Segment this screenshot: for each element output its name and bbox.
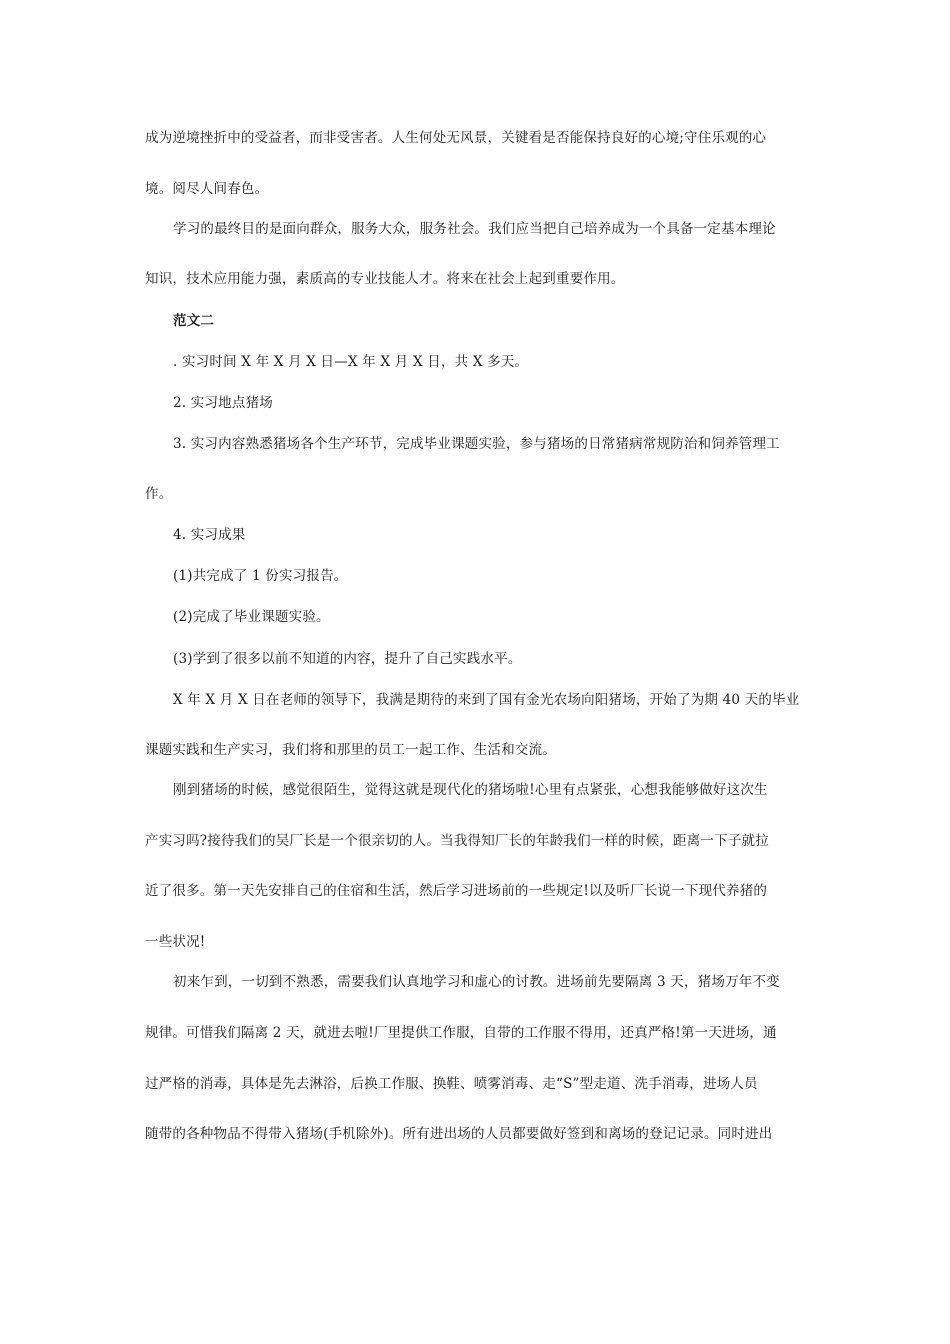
- text-line: X 年 X 月 X 日在老师的领导下，我满是期待的来到了国有金光农场向阳猪场，开始了为期 40 天的毕业: [173, 692, 800, 708]
- text-line: (1)共完成了 1 份实习报告。: [173, 568, 348, 584]
- text-line: 课题实践和生产实习，我们将和那里的员工一起工作、生活和交流。: [145, 742, 556, 758]
- text-line: (3)学到了很多以前不知道的内容，提升了自己实践水平。: [173, 651, 522, 667]
- text-line: 初来乍到，一切到不熟悉，需要我们认真地学习和虚心的讨教。进场前先要隔离 3 天，猪场万年不变: [173, 974, 780, 990]
- text-line: 产实习吗?接待我们的吴厂长是一个很亲切的人。当我得知厂长的年龄我们一样的时候，距离一下子就拉: [145, 833, 769, 849]
- text-line: 知识，技术应用能力强，素质高的专业技能人才。将来在社会上起到重要作用。: [145, 271, 625, 287]
- text-line: 成为逆境挫折中的受益者，而非受害者。人生何处无风景，关键看是否能保持良好的心境;守住乐观的心: [145, 130, 767, 146]
- text-line: 规律。可惜我们隔离 2 天，就进去啦!厂里提供工作服，自带的工作服不得用，还真严格!第一天进场，通: [145, 1025, 777, 1041]
- text-line: 学习的最终目的是面向群众，服务大众，服务社会。我们应当把自己培养成为一个具备一定基本理论: [173, 221, 776, 237]
- text-line: 2. 实习地点猪场: [173, 395, 273, 411]
- text-line: 一些状况!: [145, 934, 206, 950]
- text-line: . 实习时间 X 年 X 月 X 日—X 年 X 月 X 日，共 X 多天。: [173, 354, 529, 370]
- text-line: 过严格的消毒，具体是先去淋浴，后换工作服、换鞋、喷雾消毒、走“S”型走道、洗手消毒，进场人员: [145, 1076, 758, 1092]
- section-heading: 范文二: [173, 313, 215, 329]
- text-line: 随带的各种物品不得带入猪场(手机除外)。所有进出场的人员都要做好签到和离场的登记记录。同时进出: [145, 1126, 773, 1142]
- text-line: 近了很多。第一天先安排自己的住宿和生活，然后学习进场前的一些规定!以及听厂长说一下现代养猪的: [145, 883, 768, 899]
- text-line: 4. 实习成果: [173, 527, 246, 543]
- text-line: (2)完成了毕业课题实验。: [173, 609, 330, 625]
- text-line: 境。阅尽人间春色。: [145, 181, 269, 197]
- text-line: 刚到猪场的时候，感觉很陌生，觉得这就是现代化的猪场啦!心里有点紧张，心想我能够做好这次生: [173, 782, 768, 798]
- text-line: 作。: [145, 486, 173, 502]
- text-line: 3. 实习内容熟悉猪场各个生产环节，完成毕业课题实验，参与猪场的日常猪病常规防治和饲养管理工: [173, 436, 780, 452]
